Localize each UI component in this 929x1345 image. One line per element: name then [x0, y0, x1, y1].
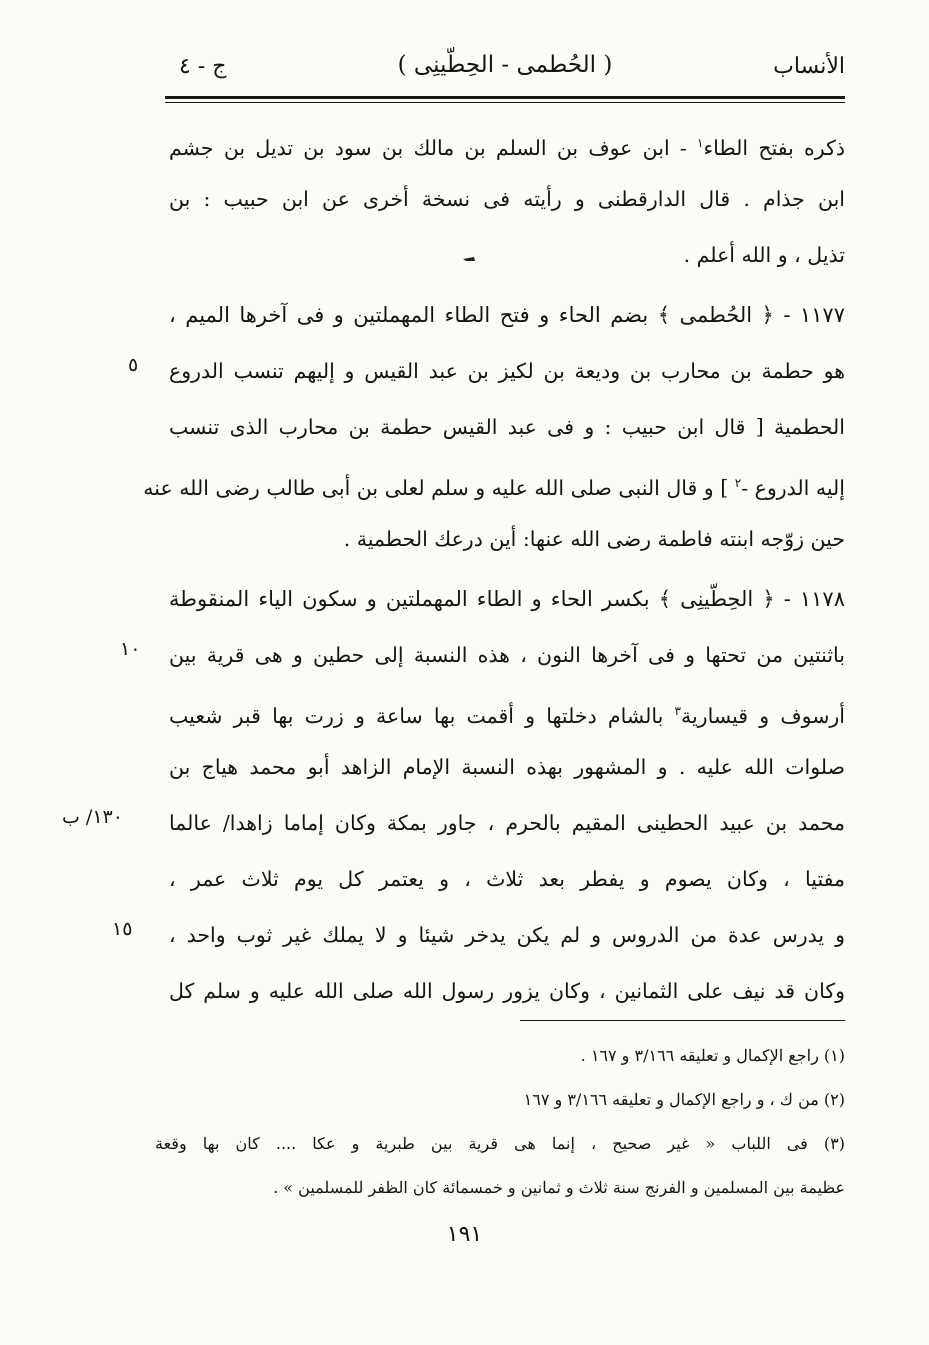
- volume-number: ج - ٤: [179, 54, 227, 79]
- text-line-1: ذكره بفتح الطاء$^١$ - ابن عوف بن السلم بن مالك بن سود بن تديل بن جشم: [169, 135, 845, 160]
- footnote-separator: [520, 1020, 845, 1021]
- footnote-2: (٢) من ك ، و راجع الإكمال و تعليقه ٣/١٦٦ و ١٦٧: [523, 1090, 845, 1109]
- margin-line-number-15: ١٥: [112, 918, 133, 940]
- footnote-ref-2: ٢: [734, 476, 742, 490]
- margin-line-number-10: ١٠: [120, 638, 141, 660]
- text-line-7: إليه الدروع -$^٢$ ] و قال النبى صلى الله عليه و سلم لعلى بن أبى طالب رضى الله عنه: [143, 475, 845, 500]
- text-line-8: حين زوّجه ابنته فاطمة رضى الله عنها: أين درعك الحطمية .: [343, 527, 845, 551]
- footnote-1: (١) راجع الإكمال و تعليقه ٣/١٦٦ و ١٦٧ .: [580, 1046, 845, 1065]
- footnote-3-continued: عظيمة بين المسلمين و الفرنج سنة ثلاث و ثمانين و خمسمائة كان الظفر للمسلمين » .: [273, 1178, 845, 1197]
- text-line-6: الحطمية [ قال ابن حبيب : و فى عبد القيس حطمة بن محارب الذى تنسب: [169, 415, 845, 439]
- text-line-15: و يدرس عدة من الدروس و لم يكن يدخر شيئا و لا يملك غير ثوب واحد ،: [169, 923, 845, 947]
- running-header: [165, 48, 845, 92]
- ink-speck: [462, 256, 476, 262]
- margin-folio-marker: ١٣٠/ ب: [62, 806, 123, 828]
- footnote-ref-3: ٣: [674, 704, 681, 718]
- text-line-2: ابن جذام . قال الدارقطنى و رأيته فى نسخة أخرى عن ابن حبيب : بن: [169, 187, 845, 211]
- entry-1177-heading: ١١٧٧ - ﴿ الحُطمى ﴾ بضم الحاء و فتح الطاء المهملتين و فى آخرها الميم ،: [169, 303, 845, 327]
- book-title: الأنساب: [773, 54, 845, 79]
- header-rule-thick: [165, 96, 845, 99]
- text-line-11: أرسوف و قيسارية$^٣$ بالشام دخلتها و أقمت بها ساعة و زرت بها قبر شعيب: [169, 703, 845, 728]
- footnote-ref-1: ١: [697, 136, 704, 150]
- text-line-12: صلوات الله عليه . و المشهور بهذه النسبة الإمام الزاهد أبو محمد هياج بن: [169, 755, 845, 779]
- text-line-13: محمد بن عبيد الحطينى المقيم بالحرم ، جاور بمكة وكان إماما زاهدا/ عالما: [169, 811, 845, 835]
- page-heading: ( الحُطمى - الحِطّينِى ): [397, 52, 613, 78]
- footnote-3: (٣) فى اللباب « غير صحيح ، إنما هى قرية بين طبرية و عكا .... كان بها وقعة: [155, 1134, 845, 1153]
- text-line-5: هو حطمة بن محارب بن وديعة بن لكيز بن عبد القيس و إليهم تنسب الدروع: [169, 359, 845, 383]
- header-rule-thin: [165, 102, 845, 103]
- entry-1178-heading: ١١٧٨ - ﴿ الحِطّينِى ﴾ بكسر الحاء و الطاء المهملتين و سكون الياء المنقوطة: [169, 587, 845, 611]
- text-line-16: وكان قد نيف على الثمانين ، وكان يزور رسول الله صلى الله عليه و سلم كل: [169, 979, 845, 1003]
- text-line-10: باثنتين من تحتها و فى آخرها النون ، هذه النسبة إلى حطين و هى قرية بين: [169, 643, 845, 667]
- text-line-14: مفتيا ، وكان يصوم و يفطر بعد ثلاث ، و يعتمر كل يوم ثلاث عمر ،: [169, 867, 845, 891]
- text-line-3: تذيل ، و الله أعلم .: [683, 243, 845, 267]
- page-number: ١٩١: [446, 1222, 483, 1247]
- margin-line-number-5: ٥: [128, 354, 139, 376]
